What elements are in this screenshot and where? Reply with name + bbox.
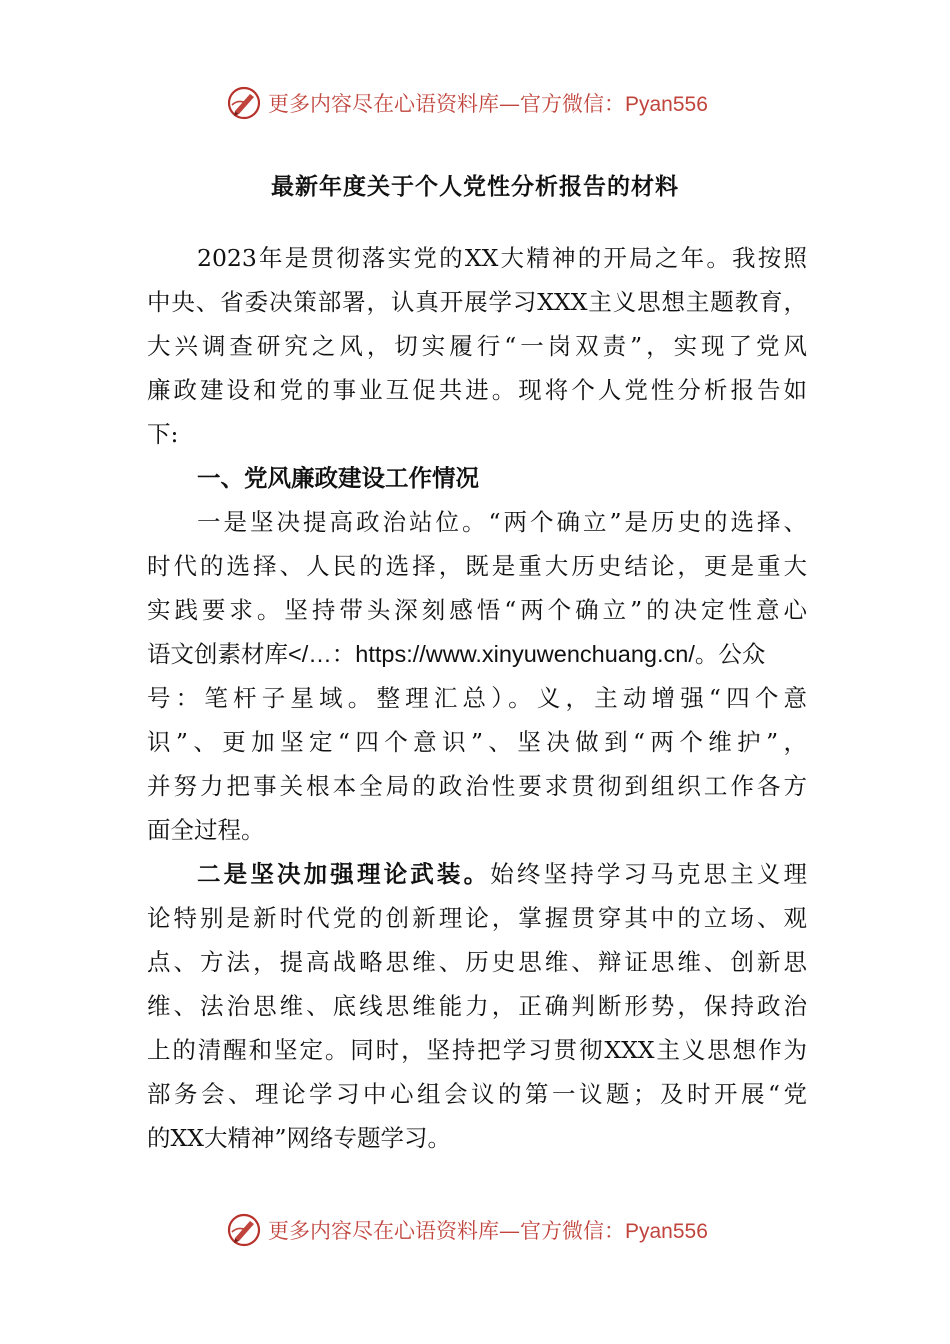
wechat-id: Pyan556 <box>625 93 708 116</box>
pen-logo-icon <box>226 1212 262 1248</box>
item-lead: 二是坚决加强理论武装。 <box>197 860 491 888</box>
paragraph-line: 号：笔杆子星域。整理汇总）。义，主动增强“四个意 <box>147 684 807 712</box>
paragraph-line: 点、方法，提高战略思维、历史思维、辩证思维、创新思 <box>147 948 807 976</box>
header-banner <box>226 84 746 122</box>
document-title: 最新年度关于个人党性分析报告的材料 <box>271 174 679 200</box>
wechat-id: Pyan556 <box>625 1220 708 1243</box>
paragraph-line: 论特别是新时代党的创新理论，掌握贯穿其中的立场、观 <box>147 904 807 932</box>
paragraph-line: 下: <box>147 420 179 448</box>
footer-banner <box>226 1211 746 1249</box>
paragraph-line: 中央、省委决策部署，认真开展学习XXX主义思想主题教育， <box>147 288 807 316</box>
website-link[interactable]: </…：https://www.xinyuwenchuang.cn/ <box>288 641 695 667</box>
paragraph-line: 大兴调查研究之风，切实履行“一岗双责”，实现了党风 <box>147 332 807 360</box>
paragraph-line: 实践要求。坚持带头深刻感悟“两个确立”的决定性意心 <box>147 596 807 624</box>
paragraph-line-with-link: 语文创素材库</…：https://www.xinyuwenchuang.cn/。公众 <box>147 640 766 668</box>
banner-text: 更多内容尽在心语资料库—官方微信：Pyan556 <box>268 1219 708 1243</box>
paragraph-line: 二是坚决加强理论武装。始终坚持学习马克思主义理 <box>197 860 807 888</box>
paragraph-line: 维、法治思维、底线思维能力，正确判断形势，保持政治 <box>147 992 807 1020</box>
paragraph-line: 并努力把事关根本全局的政治性要求贯彻到组织工作各方 <box>147 772 807 800</box>
section-heading: 一、党风廉政建设工作情况 <box>197 464 479 492</box>
pen-logo-icon <box>226 85 262 121</box>
paragraph-line: 上的清醒和坚定。同时，坚持把学习贯彻XXX主义思想作为 <box>147 1036 807 1064</box>
paragraph-line: 一是坚决提高政治站位。“两个确立”是历史的选择、 <box>197 508 807 536</box>
paragraph-line: 的XX大精神”网络专题学习。 <box>147 1124 451 1152</box>
paragraph-line: 时代的选择、人民的选择，既是重大历史结论，更是重大 <box>147 552 807 580</box>
paragraph-line: 廉政建设和党的事业互促共进。现将个人党性分析报告如 <box>147 376 807 404</box>
banner-text: 更多内容尽在心语资料库—官方微信：Pyan556 <box>268 92 708 116</box>
paragraph-line: 识”、更加坚定“四个意识”、坚决做到“两个维护”， <box>147 728 807 756</box>
paragraph-line: 面全过程。 <box>147 816 265 844</box>
paragraph-line: 2023年是贯彻落实党的XX大精神的开局之年。我按照 <box>197 244 807 272</box>
paragraph-line: 部务会、理论学习中心组会议的第一议题；及时开展“党 <box>147 1080 807 1108</box>
